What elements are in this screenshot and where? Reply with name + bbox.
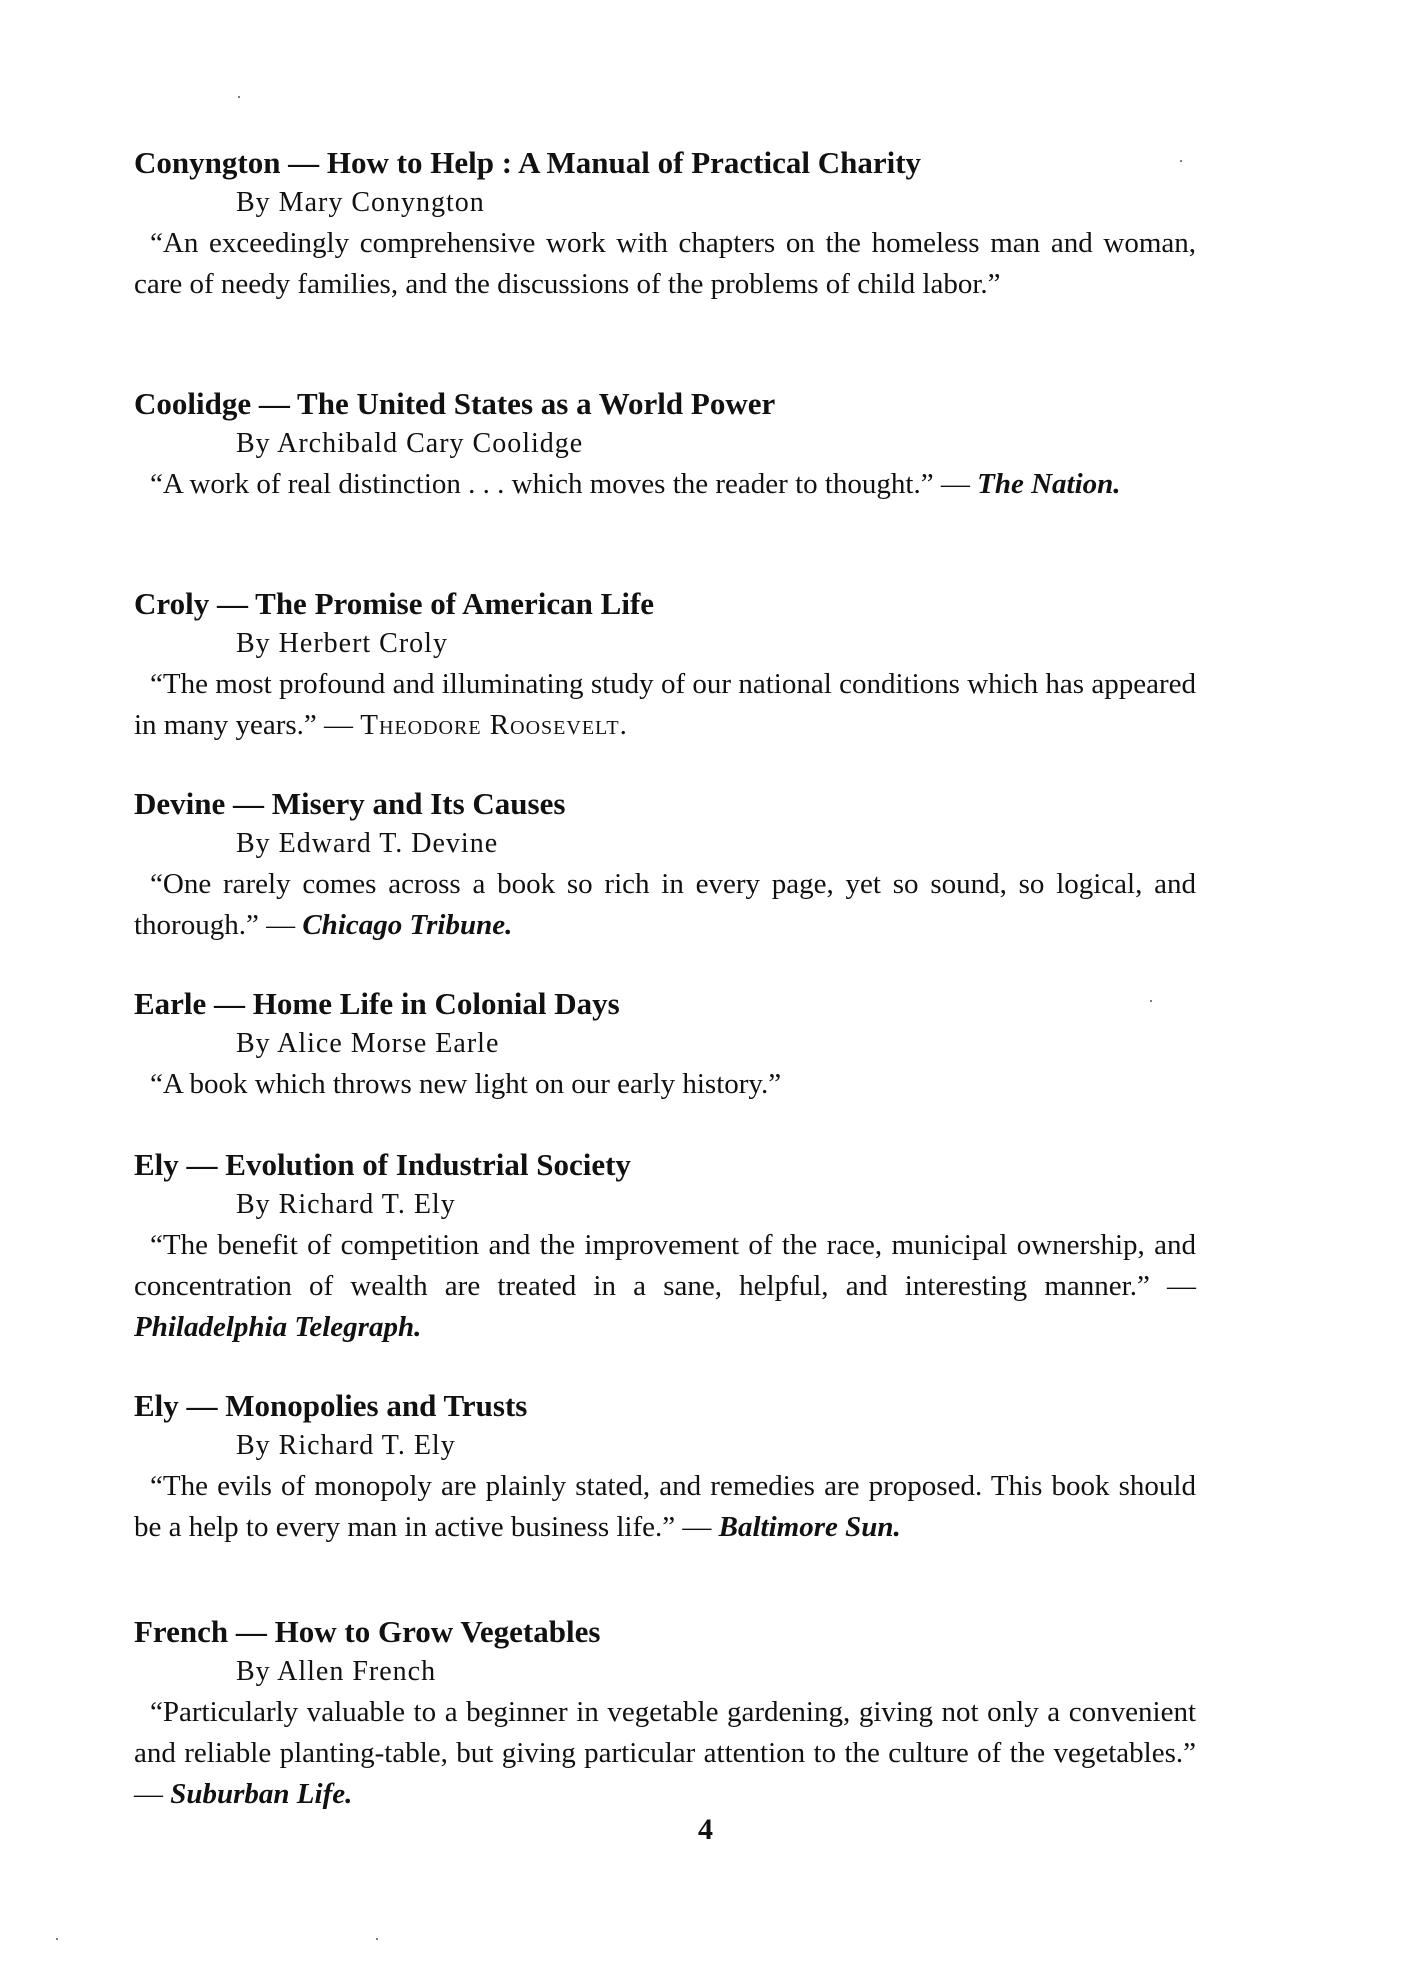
- review-source: Suburban Life.: [170, 1778, 353, 1810]
- book-review-quote: [134, 464, 1196, 505]
- quote-text: “One rarely comes across a book so rich in every page, yet so sound, so logical, and thorough.” —: [134, 868, 1196, 941]
- book-entry-earle: [134, 984, 1196, 1105]
- review-source: The Nation.: [977, 468, 1121, 500]
- book-author: By Alice Morse Earle: [236, 1028, 500, 1059]
- book-heading: Devine — Misery and Its Causes: [134, 786, 566, 821]
- book-review-quote: [134, 1692, 1196, 1815]
- book-author: By Mary Conyngton: [236, 187, 485, 218]
- page-number: 4: [698, 1813, 713, 1846]
- quote-text: “The evils of monopoly are plainly stated, and remedies are proposed. This book should be a help to every man in active business life.” —: [134, 1470, 1196, 1543]
- scan-speck: [238, 96, 240, 98]
- book-author: By Richard T. Ely: [236, 1430, 456, 1461]
- quote-text: “The benefit of competition and the improvement of the race, municipal ownership, and concentration of wealth are treated in a sane, helpful, and interesting manner.” —: [134, 1229, 1196, 1302]
- book-author: By Archibald Cary Coolidge: [236, 428, 584, 459]
- scan-speck: [376, 1938, 378, 1940]
- book-heading: French — How to Grow Vegetables: [134, 1614, 601, 1649]
- book-heading: Conyngton — How to Help : A Manual of Practical Charity: [134, 145, 922, 180]
- book-review-quote: [134, 1466, 1196, 1548]
- review-source: Chicago Tribune.: [302, 909, 513, 941]
- review-source: Philadelphia Telegraph.: [134, 1311, 422, 1343]
- book-heading: Croly — The Promise of American Life: [134, 586, 655, 621]
- review-source: Theodore Roosevelt.: [360, 709, 628, 741]
- book-heading: Ely — Evolution of Industrial Society: [134, 1147, 631, 1182]
- scan-speck: [1180, 160, 1182, 162]
- book-author: By Richard T. Ely: [236, 1189, 456, 1220]
- book-review-quote: [134, 223, 1196, 305]
- book-review-quote: [134, 1225, 1196, 1348]
- quote-text: “An exceedingly comprehensive work with chapters on the homeless man and woman, care of needy families, and the discussions of the problems of child labor.”: [134, 227, 1196, 300]
- book-entry-ely-evolution: [134, 1145, 1196, 1348]
- scan-speck: [56, 1938, 58, 1940]
- book-heading: Ely — Monopolies and Trusts: [134, 1388, 528, 1423]
- quote-text: “A book which throws new light on our early history.”: [150, 1068, 782, 1100]
- book-entry-devine: [134, 784, 1196, 946]
- quote-text: “A work of real distinction . . . which moves the reader to thought.” —: [150, 468, 970, 500]
- book-entry-ely-monopolies: [134, 1386, 1196, 1548]
- scan-speck: [1150, 1000, 1152, 1002]
- book-entry-croly: [134, 584, 1196, 746]
- review-source: Baltimore Sun.: [718, 1511, 901, 1543]
- book-author: By Allen French: [236, 1656, 437, 1687]
- quote-text: “Particularly valuable to a beginner in vegetable gardening, giving not only a convenient and reliable planting-table, but giving particular attention to the culture of the vegetables.” —: [134, 1696, 1196, 1810]
- book-author: By Edward T. Devine: [236, 828, 499, 859]
- book-entry-french: [134, 1612, 1196, 1815]
- book-review-quote: [134, 664, 1196, 746]
- book-entry-conyngton: [134, 143, 1196, 305]
- book-heading: Coolidge — The United States as a World Power: [134, 386, 776, 421]
- book-heading: Earle — Home Life in Colonial Days: [134, 986, 620, 1021]
- book-review-quote: [134, 864, 1196, 946]
- book-review-quote: [134, 1064, 1196, 1105]
- book-author: By Herbert Croly: [236, 628, 448, 659]
- book-entry-coolidge: [134, 384, 1196, 505]
- quote-text: “The most profound and illuminating study of our national conditions which has appeared in many years.” —: [134, 668, 1196, 741]
